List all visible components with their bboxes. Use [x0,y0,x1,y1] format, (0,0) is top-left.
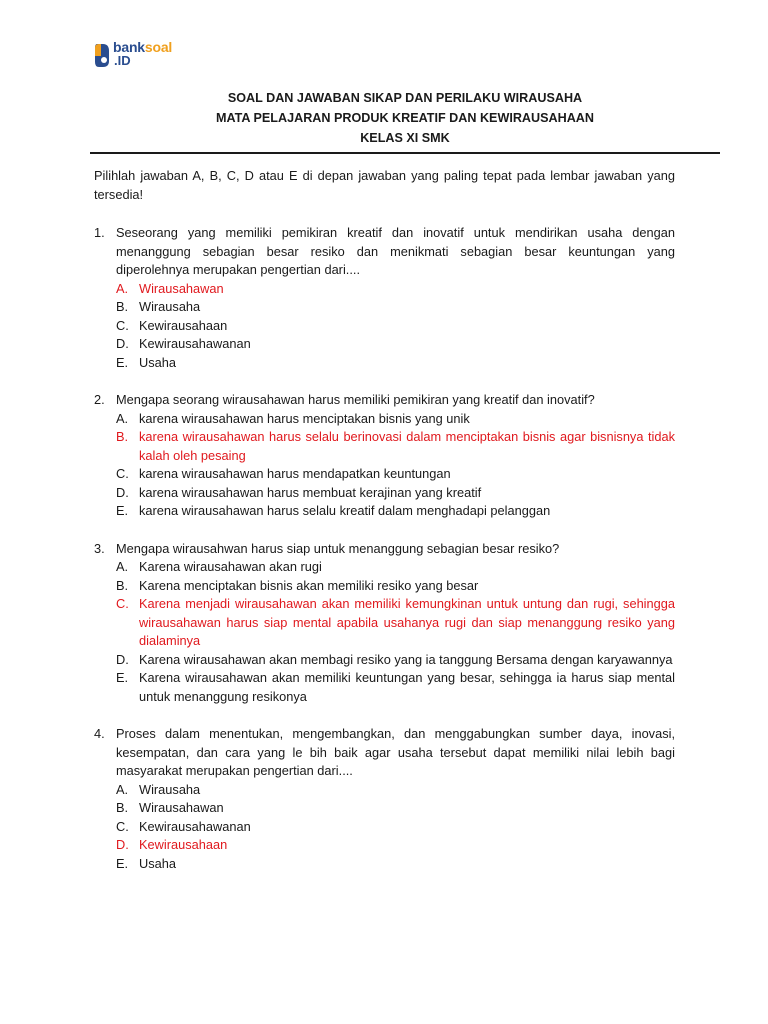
option-text: Karena menjadi wirausahawan akan memiliki kemungkinan untuk untung dan rugi, sehingga wirausahawan harus siap mental apabila usahanya rugi dan siap menanggung resiko yang dialaminya [139,596,675,648]
option-letter: B. [116,299,129,314]
question-text: Mengapa wirausahwan harus siap untuk menanggung sebagian besar resiko? [116,540,560,556]
banksoal-logo [93,40,193,70]
banksoal-logo-icon [93,42,111,68]
option-text: karena wirausahawan harus mendapatkan keuntungan [139,466,451,481]
option-text: Usaha [139,354,176,370]
question-body [116,224,675,372]
answer-option [116,669,675,706]
question-text: Mengapa seorang wirausahawan harus memiliki pemikiran yang kreatif dan inovatif? [116,392,595,407]
option-letter: A. [116,280,129,296]
header-divider [90,152,720,154]
answer-option [116,298,675,317]
answer-option [116,484,675,503]
option-letter: B. [116,429,129,444]
answer-option-correct [116,595,675,651]
instruction-text: Pilihlah jawaban A, B, C, D atau E di depan jawaban yang paling tepat pada lembar jawaban yang tersedia! [94,168,675,202]
answer-option [116,354,675,373]
header-subject: MATA PELAJARAN PRODUK KREATIF DAN KEWIRAUSAHAAN [215,111,595,125]
question-text: Proses dalam menentukan, mengembangkan, dan menggabungkan sumber daya, inovasi, kesempatan, dan cara yang le bih baik agar usaha tersebut dapat memiliki nilai lebih bagi masyarakat merupakan pengertian dari.... [116,726,675,778]
option-text: Karena menciptakan bisnis akan memiliki resiko yang besar [139,577,479,593]
question-number: 3. [94,540,105,556]
option-letter: A. [116,559,129,574]
option-text: Karena wirausahawan akan membagi resiko yang ia tanggung Bersama dengan karyawannya [139,651,673,667]
option-letter: E. [116,354,129,370]
question-item [94,540,675,707]
question-item [94,391,675,521]
answer-option-correct [116,280,675,299]
option-text: karena wirausahawan harus selalu berinovasi dalam menciptakan bisnis agar bisnisnya tidak kalah oleh pesaing [139,429,675,463]
option-text: Karena wirausahawan akan rugi [139,559,322,574]
option-letter: C. [116,317,129,333]
question-number: 1. [94,225,105,240]
option-text: Karena wirausahawan akan memiliki keuntungan yang besar, sehingga ia harus siap mental untuk menanggung resikonya [139,670,675,704]
document-header [90,88,720,148]
header-class: KELAS XI SMK [360,131,450,145]
option-letter: D. [116,837,129,852]
answer-option [116,502,675,521]
question-number: 2. [94,392,105,407]
answer-option [116,577,675,596]
option-letter: D. [116,651,129,667]
option-text: karena wirausahawan harus menciptakan bisnis yang unik [139,410,470,426]
logo-suffix: .ID [114,53,131,68]
option-letter: B. [116,577,129,593]
question-item [94,224,675,372]
option-text: Kewirausahawanan [139,818,251,834]
option-text: Kewirausahaan [139,837,228,852]
option-letter: A. [116,410,129,426]
option-text: Kewirausahaan [139,317,228,333]
answer-option-correct [116,428,675,465]
answer-option [116,818,675,837]
question-text: Seseorang yang memiliki pemikiran kreatif dan inovatif untuk mendirikan usaha dengan menanggung sebagian besar resiko dan menikmati sebagian besar keuntungan yang diperolehnya merupakan pengertian dari.... [116,225,675,277]
question-body [116,725,675,873]
answer-option [116,558,675,577]
answer-option [116,781,675,800]
question-body [116,540,675,707]
option-letter: E. [116,503,129,518]
option-text: Wirausahawan [139,280,224,296]
option-letter: C. [116,596,129,611]
option-text: karena wirausahawan harus membuat kerajinan yang kreatif [139,484,482,500]
question-body [116,391,675,521]
answer-option [116,799,675,818]
option-letter: B. [116,800,129,815]
option-letter: D. [116,336,129,351]
option-text: Kewirausahawanan [139,336,251,351]
answer-option-correct [116,836,675,855]
question-list [94,224,675,873]
answer-option [116,855,675,874]
option-text: Wirausahawan [139,800,224,815]
answer-option [116,465,675,484]
option-letter: D. [116,484,129,500]
option-letter: E. [116,670,129,685]
option-letter: C. [116,466,129,481]
option-letter: C. [116,818,129,834]
answer-option [116,335,675,354]
question-item [94,725,675,873]
answer-option [116,651,675,670]
option-letter: E. [116,855,129,871]
option-letter: A. [116,781,129,797]
answer-option [116,410,675,429]
question-sheet [94,167,675,892]
option-text: Wirausaha [139,781,201,797]
answer-option [116,317,675,336]
option-text: karena wirausahawan harus selalu kreatif dalam menghadapi pelanggan [139,503,551,518]
question-number: 4. [94,726,105,741]
header-title: SOAL DAN JAWABAN SIKAP DAN PERILAKU WIRAUSAHA [227,91,583,105]
option-text: Usaha [139,855,176,871]
logo-brand-text: banksoal [113,39,173,55]
option-text: Wirausaha [139,299,201,314]
